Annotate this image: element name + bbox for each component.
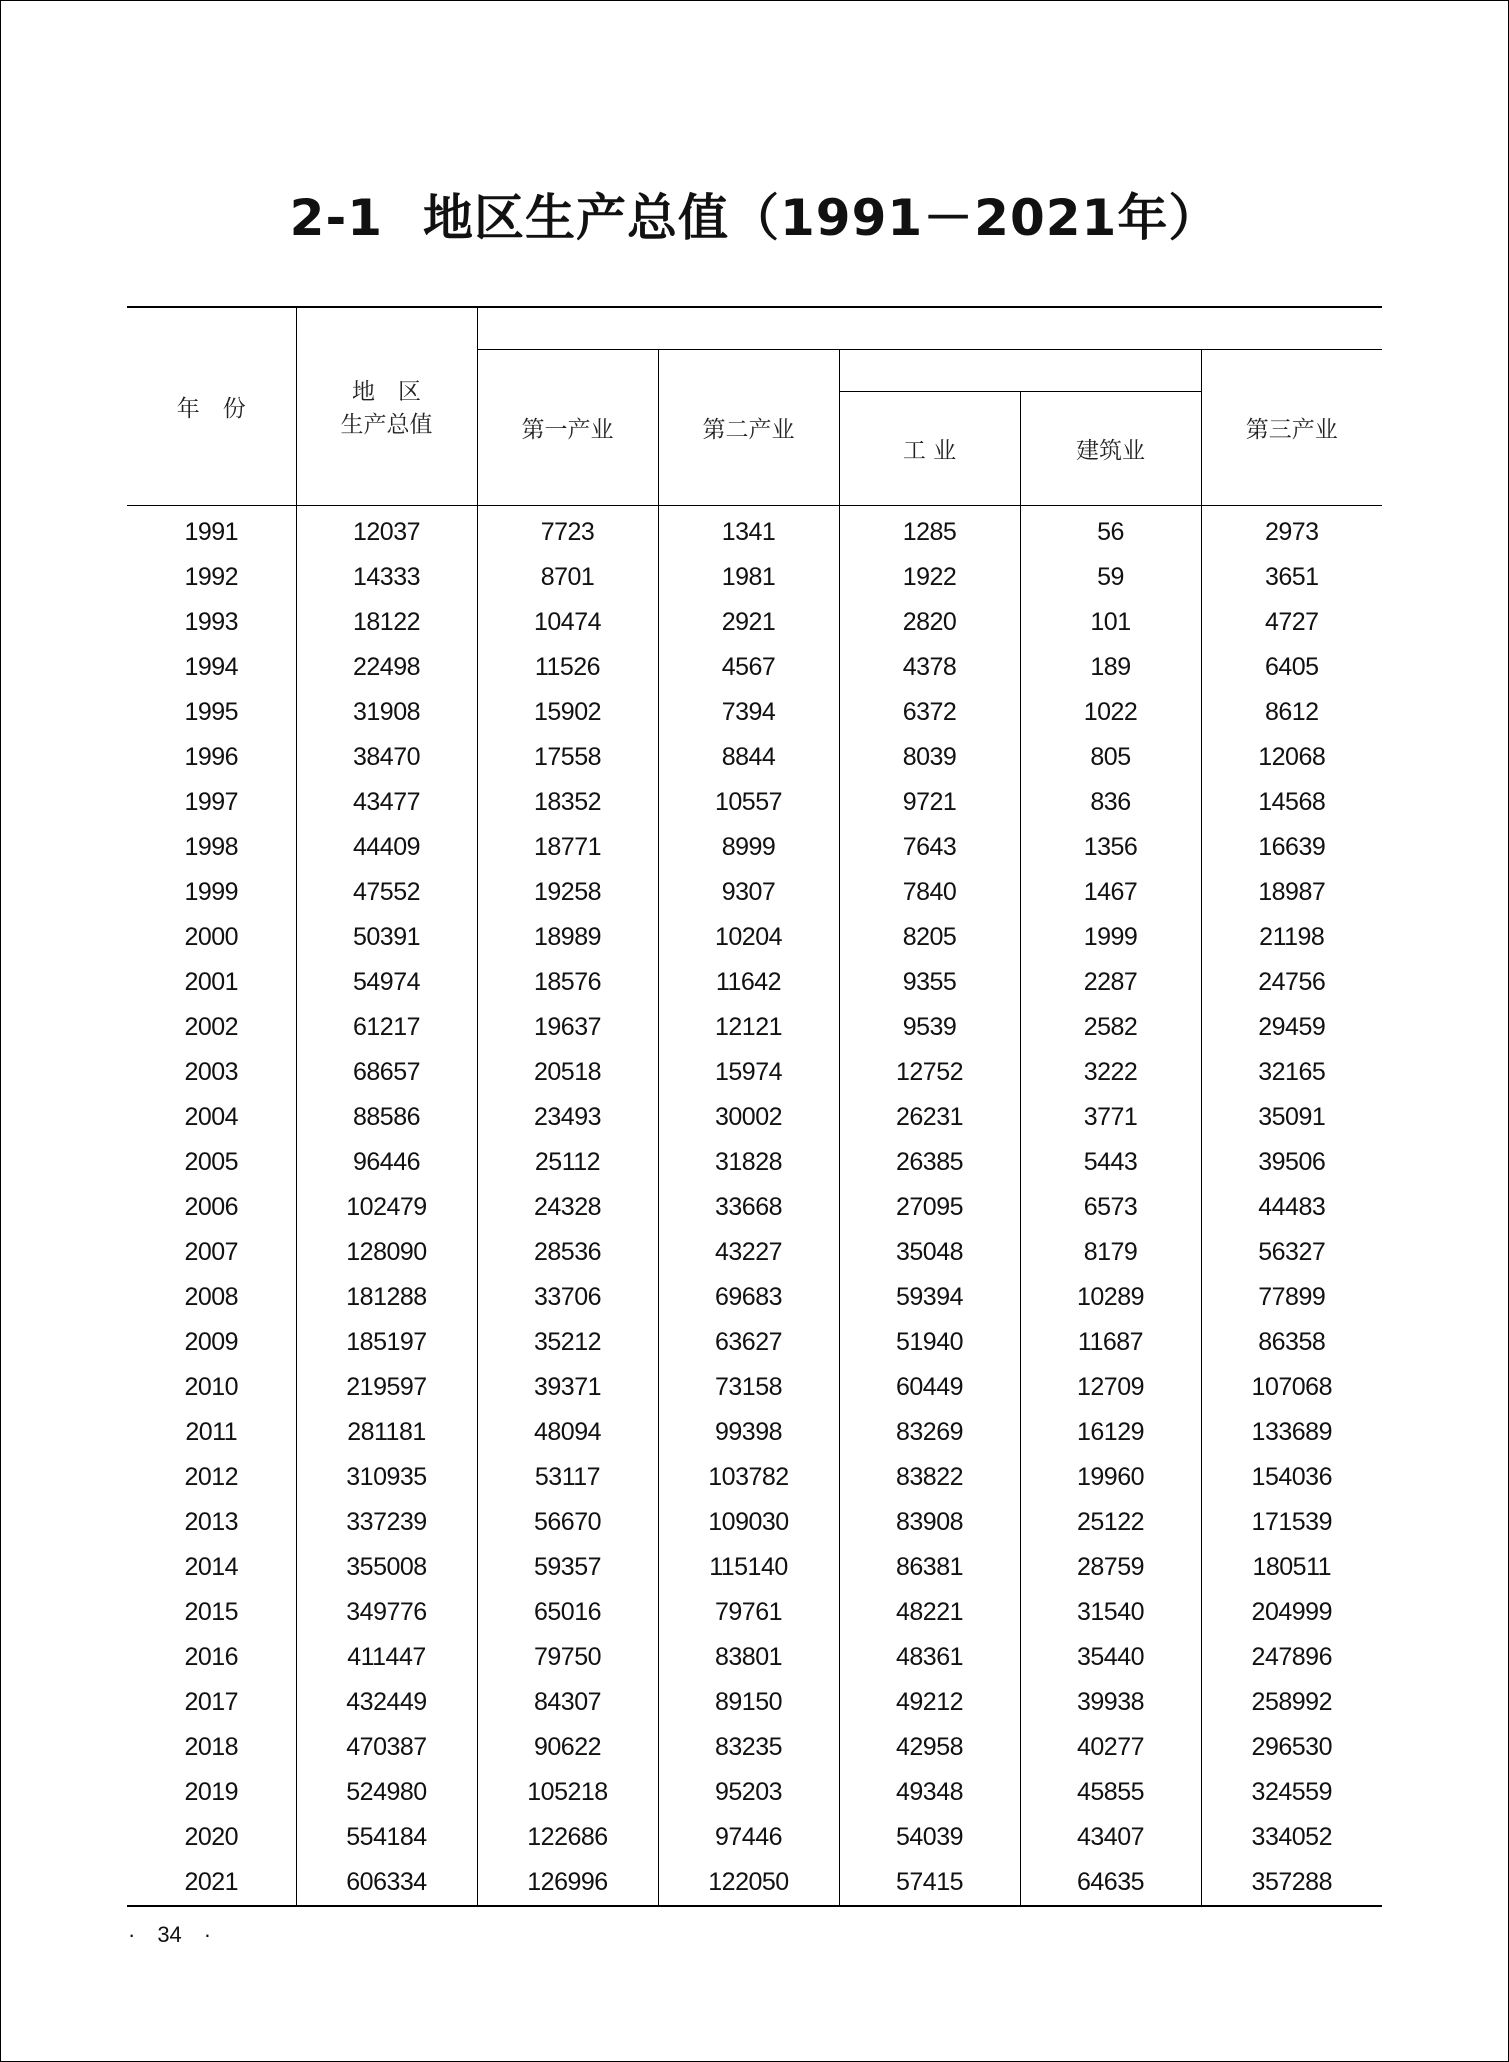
value-cell: 96446 <box>296 1140 477 1185</box>
value-cell: 16639 <box>1201 825 1382 870</box>
value-cell: 28759 <box>1020 1545 1201 1590</box>
table-row <box>127 1185 1382 1230</box>
value-cell: 4727 <box>1201 600 1382 645</box>
header-gdp-line1: 地 区 <box>352 379 421 406</box>
value-cell: 63627 <box>658 1320 839 1365</box>
table-header <box>127 307 1382 505</box>
value-cell: 15902 <box>477 690 658 735</box>
value-cell: 126996 <box>477 1860 658 1906</box>
value-cell: 18989 <box>477 915 658 960</box>
value-cell: 12752 <box>839 1050 1020 1095</box>
year-cell: 1991 <box>184 517 239 546</box>
value-cell: 73158 <box>658 1365 839 1410</box>
value-cell: 12068 <box>1201 735 1382 780</box>
value-cell: 53117 <box>477 1455 658 1500</box>
value-cell: 79761 <box>658 1590 839 1635</box>
table-row <box>127 1275 1382 1320</box>
table-row <box>127 1725 1382 1770</box>
table-row <box>127 555 1382 600</box>
value-cell: 281181 <box>296 1410 477 1455</box>
value-cell: 23493 <box>477 1095 658 1140</box>
value-cell: 49348 <box>839 1770 1020 1815</box>
value-cell: 7643 <box>839 825 1020 870</box>
header-secondary: 第二产业 <box>658 349 839 505</box>
value-cell: 59394 <box>839 1275 1020 1320</box>
value-cell: 27095 <box>839 1185 1020 1230</box>
value-cell: 122686 <box>477 1815 658 1860</box>
year-cell: 1992 <box>184 562 239 591</box>
value-cell: 2582 <box>1020 1005 1201 1050</box>
value-cell: 324559 <box>1201 1770 1382 1815</box>
value-cell: 26231 <box>839 1095 1020 1140</box>
value-cell: 33668 <box>658 1185 839 1230</box>
year-cell: 1994 <box>184 652 239 681</box>
value-cell: 64635 <box>1020 1860 1201 1906</box>
value-cell: 99398 <box>658 1410 839 1455</box>
header-gdp-line2: 生产总值 <box>340 412 433 439</box>
value-cell: 3651 <box>1201 555 1382 600</box>
value-cell: 17558 <box>477 735 658 780</box>
value-cell: 95203 <box>658 1770 839 1815</box>
value-cell: 44483 <box>1201 1185 1382 1230</box>
value-cell: 56670 <box>477 1500 658 1545</box>
value-cell: 42958 <box>839 1725 1020 1770</box>
table-row <box>127 1365 1382 1410</box>
value-cell: 432449 <box>296 1680 477 1725</box>
value-cell: 109030 <box>658 1500 839 1545</box>
year-cell: 1997 <box>184 787 239 816</box>
value-cell: 28536 <box>477 1230 658 1275</box>
value-cell: 10289 <box>1020 1275 1201 1320</box>
value-cell: 31540 <box>1020 1590 1201 1635</box>
value-cell: 8612 <box>1201 690 1382 735</box>
table-row <box>127 1635 1382 1680</box>
value-cell: 107068 <box>1201 1365 1382 1410</box>
value-cell: 171539 <box>1201 1500 1382 1545</box>
value-cell: 18771 <box>477 825 658 870</box>
value-cell: 83269 <box>839 1410 1020 1455</box>
table-row <box>127 735 1382 780</box>
value-cell: 5443 <box>1020 1140 1201 1185</box>
value-cell: 19960 <box>1020 1455 1201 1500</box>
value-cell: 204999 <box>1201 1590 1382 1635</box>
value-cell: 470387 <box>296 1725 477 1770</box>
value-cell: 334052 <box>1201 1815 1382 1860</box>
value-cell: 14568 <box>1201 780 1382 825</box>
value-cell: 181288 <box>296 1275 477 1320</box>
value-cell: 11642 <box>658 960 839 1005</box>
year-cell: 2008 <box>184 1282 239 1311</box>
value-cell: 2287 <box>1020 960 1201 1005</box>
value-cell: 102479 <box>296 1185 477 1230</box>
value-cell: 83822 <box>839 1455 1020 1500</box>
value-cell: 3771 <box>1020 1095 1201 1140</box>
value-cell: 39506 <box>1201 1140 1382 1185</box>
value-cell: 88586 <box>296 1095 477 1140</box>
gdp-table <box>127 306 1382 1907</box>
value-cell: 19637 <box>477 1005 658 1050</box>
value-cell: 128090 <box>296 1230 477 1275</box>
value-cell: 524980 <box>296 1770 477 1815</box>
value-cell: 24756 <box>1201 960 1382 1005</box>
value-cell: 7723 <box>477 505 658 555</box>
year-cell: 2018 <box>184 1732 239 1761</box>
value-cell: 25122 <box>1020 1500 1201 1545</box>
table-row <box>127 1005 1382 1050</box>
value-cell: 1467 <box>1020 870 1201 915</box>
value-cell: 9539 <box>839 1005 1020 1050</box>
table-row <box>127 1455 1382 1500</box>
table-row <box>127 1500 1382 1545</box>
value-cell: 154036 <box>1201 1455 1382 1500</box>
table-row <box>127 645 1382 690</box>
value-cell: 357288 <box>1201 1860 1382 1906</box>
value-cell: 35048 <box>839 1230 1020 1275</box>
value-cell: 103782 <box>658 1455 839 1500</box>
value-cell: 57415 <box>839 1860 1020 1906</box>
value-cell: 30002 <box>658 1095 839 1140</box>
year-cell: 1996 <box>184 742 239 771</box>
year-cell: 2017 <box>184 1687 239 1716</box>
year-cell: 2007 <box>184 1237 239 1266</box>
year-cell: 1993 <box>184 607 239 636</box>
value-cell: 39938 <box>1020 1680 1201 1725</box>
table-title: 地区生产总值（1991－2021年） <box>423 189 1220 247</box>
value-cell: 6372 <box>839 690 1020 735</box>
value-cell: 31828 <box>658 1140 839 1185</box>
value-cell: 12037 <box>296 505 477 555</box>
value-cell: 31908 <box>296 690 477 735</box>
value-cell: 189 <box>1020 645 1201 690</box>
value-cell: 83801 <box>658 1635 839 1680</box>
value-cell: 54974 <box>296 960 477 1005</box>
value-cell: 6573 <box>1020 1185 1201 1230</box>
value-cell: 6405 <box>1201 645 1382 690</box>
year-cell: 2013 <box>184 1507 239 1536</box>
value-cell: 18122 <box>296 600 477 645</box>
value-cell: 133689 <box>1201 1410 1382 1455</box>
value-cell: 35212 <box>477 1320 658 1365</box>
value-cell: 258992 <box>1201 1680 1382 1725</box>
value-cell: 554184 <box>296 1815 477 1860</box>
value-cell: 10557 <box>658 780 839 825</box>
value-cell: 247896 <box>1201 1635 1382 1680</box>
value-cell: 26385 <box>839 1140 1020 1185</box>
year-cell: 2020 <box>184 1822 239 1851</box>
value-cell: 9355 <box>839 960 1020 1005</box>
year-cell: 2015 <box>184 1597 239 1626</box>
value-cell: 8999 <box>658 825 839 870</box>
table-row <box>127 1140 1382 1185</box>
value-cell: 12121 <box>658 1005 839 1050</box>
value-cell: 18352 <box>477 780 658 825</box>
value-cell: 180511 <box>1201 1545 1382 1590</box>
value-cell: 22498 <box>296 645 477 690</box>
value-cell: 1922 <box>839 555 1020 600</box>
header-construction: 建筑业 <box>1020 391 1201 505</box>
value-cell: 32165 <box>1201 1050 1382 1095</box>
value-cell: 12709 <box>1020 1365 1201 1410</box>
value-cell: 43477 <box>296 780 477 825</box>
year-cell: 2012 <box>184 1462 239 1491</box>
value-cell: 337239 <box>296 1500 477 1545</box>
value-cell: 39371 <box>477 1365 658 1410</box>
value-cell: 90622 <box>477 1725 658 1770</box>
value-cell: 48094 <box>477 1410 658 1455</box>
value-cell: 69683 <box>658 1275 839 1320</box>
table-row <box>127 690 1382 735</box>
value-cell: 60449 <box>839 1365 1020 1410</box>
table-row <box>127 600 1382 645</box>
value-cell: 8844 <box>658 735 839 780</box>
value-cell: 185197 <box>296 1320 477 1365</box>
header-primary: 第一产业 <box>477 349 658 505</box>
value-cell: 77899 <box>1201 1275 1382 1320</box>
value-cell: 101 <box>1020 600 1201 645</box>
value-cell: 14333 <box>296 555 477 600</box>
value-cell: 1999 <box>1020 915 1201 960</box>
table-row <box>127 1815 1382 1860</box>
value-cell: 48361 <box>839 1635 1020 1680</box>
value-cell: 310935 <box>296 1455 477 1500</box>
value-cell: 3222 <box>1020 1050 1201 1095</box>
value-cell: 10474 <box>477 600 658 645</box>
table-row <box>127 1680 1382 1725</box>
header-gdp <box>296 307 477 505</box>
value-cell: 4567 <box>658 645 839 690</box>
value-cell: 56327 <box>1201 1230 1382 1275</box>
value-cell: 122050 <box>658 1860 839 1906</box>
value-cell: 349776 <box>296 1590 477 1635</box>
table-row <box>127 1770 1382 1815</box>
header-secondary-sub-spacer <box>839 349 1201 391</box>
year-cell: 1999 <box>184 877 239 906</box>
table-row <box>127 1860 1382 1906</box>
value-cell: 115140 <box>658 1545 839 1590</box>
value-cell: 97446 <box>658 1815 839 1860</box>
year-cell: 1998 <box>184 832 239 861</box>
value-cell: 50391 <box>296 915 477 960</box>
value-cell: 40277 <box>1020 1725 1201 1770</box>
year-cell: 2021 <box>184 1867 239 1896</box>
value-cell: 38470 <box>296 735 477 780</box>
value-cell: 16129 <box>1020 1410 1201 1455</box>
value-cell: 86381 <box>839 1545 1020 1590</box>
table-row <box>127 825 1382 870</box>
value-cell: 7840 <box>839 870 1020 915</box>
value-cell: 20518 <box>477 1050 658 1095</box>
value-cell: 18987 <box>1201 870 1382 915</box>
value-cell: 836 <box>1020 780 1201 825</box>
value-cell: 606334 <box>296 1860 477 1906</box>
value-cell: 83908 <box>839 1500 1020 1545</box>
table-row <box>127 1545 1382 1590</box>
year-cell: 2001 <box>184 967 239 996</box>
value-cell: 35440 <box>1020 1635 1201 1680</box>
year-cell: 2014 <box>184 1552 239 1581</box>
value-cell: 84307 <box>477 1680 658 1725</box>
value-cell: 1341 <box>658 505 839 555</box>
value-cell: 43407 <box>1020 1815 1201 1860</box>
value-cell: 8039 <box>839 735 1020 780</box>
value-cell: 24328 <box>477 1185 658 1230</box>
value-cell: 68657 <box>296 1050 477 1095</box>
table-row <box>127 1590 1382 1635</box>
table-row <box>127 1050 1382 1095</box>
year-cell: 2005 <box>184 1147 239 1176</box>
value-cell: 86358 <box>1201 1320 1382 1365</box>
year-cell: 2011 <box>185 1417 238 1446</box>
value-cell: 89150 <box>658 1680 839 1725</box>
value-cell: 43227 <box>658 1230 839 1275</box>
year-cell: 2009 <box>184 1327 239 1356</box>
value-cell: 65016 <box>477 1590 658 1635</box>
value-cell: 47552 <box>296 870 477 915</box>
table-row <box>127 1230 1382 1275</box>
value-cell: 35091 <box>1201 1095 1382 1140</box>
table-number: 2-1 <box>289 189 383 247</box>
header-industry: 工 业 <box>839 391 1020 505</box>
value-cell: 1022 <box>1020 690 1201 735</box>
value-cell: 411447 <box>296 1635 477 1680</box>
value-cell: 18576 <box>477 960 658 1005</box>
value-cell: 11526 <box>477 645 658 690</box>
table-row <box>127 1095 1382 1140</box>
year-cell: 2006 <box>184 1192 239 1221</box>
value-cell: 1356 <box>1020 825 1201 870</box>
value-cell: 83235 <box>658 1725 839 1770</box>
value-cell: 805 <box>1020 735 1201 780</box>
value-cell: 1285 <box>839 505 1020 555</box>
year-cell: 2016 <box>184 1642 239 1671</box>
value-cell: 2820 <box>839 600 1020 645</box>
header-year: 年 份 <box>127 307 296 505</box>
value-cell: 19258 <box>477 870 658 915</box>
table-row <box>127 960 1382 1005</box>
value-cell: 8701 <box>477 555 658 600</box>
value-cell: 56 <box>1020 505 1201 555</box>
value-cell: 219597 <box>296 1365 477 1410</box>
value-cell: 59357 <box>477 1545 658 1590</box>
table-row <box>127 870 1382 915</box>
value-cell: 1981 <box>658 555 839 600</box>
header-tertiary: 第三产业 <box>1201 349 1382 505</box>
value-cell: 44409 <box>296 825 477 870</box>
value-cell: 9307 <box>658 870 839 915</box>
year-cell: 2000 <box>184 922 239 951</box>
value-cell: 10204 <box>658 915 839 960</box>
value-cell: 25112 <box>477 1140 658 1185</box>
value-cell: 15974 <box>658 1050 839 1095</box>
value-cell: 4378 <box>839 645 1020 690</box>
value-cell: 355008 <box>296 1545 477 1590</box>
value-cell: 51940 <box>839 1320 1020 1365</box>
value-cell: 11687 <box>1020 1320 1201 1365</box>
value-cell: 296530 <box>1201 1725 1382 1770</box>
table-row <box>127 915 1382 960</box>
year-cell: 2002 <box>184 1012 239 1041</box>
value-cell: 49212 <box>839 1680 1020 1725</box>
value-cell: 9721 <box>839 780 1020 825</box>
value-cell: 79750 <box>477 1635 658 1680</box>
value-cell: 8179 <box>1020 1230 1201 1275</box>
value-cell: 61217 <box>296 1005 477 1050</box>
table-body <box>127 505 1382 1906</box>
year-cell: 2019 <box>184 1777 239 1806</box>
value-cell: 7394 <box>658 690 839 735</box>
value-cell: 2973 <box>1201 505 1382 555</box>
value-cell: 105218 <box>477 1770 658 1815</box>
table-row <box>127 1410 1382 1455</box>
value-cell: 54039 <box>839 1815 1020 1860</box>
value-cell: 21198 <box>1201 915 1382 960</box>
year-cell: 2004 <box>184 1102 239 1131</box>
value-cell: 59 <box>1020 555 1201 600</box>
table-row <box>127 505 1382 555</box>
table-row <box>127 1320 1382 1365</box>
value-cell: 29459 <box>1201 1005 1382 1050</box>
year-cell: 1995 <box>184 697 239 726</box>
page-title <box>0 178 1509 248</box>
header-spacer <box>477 307 1382 349</box>
year-cell: 2010 <box>184 1372 239 1401</box>
table-row <box>127 780 1382 825</box>
value-cell: 2921 <box>658 600 839 645</box>
value-cell: 45855 <box>1020 1770 1201 1815</box>
page-number: · 34 · <box>128 1922 212 1947</box>
value-cell: 33706 <box>477 1275 658 1320</box>
value-cell: 48221 <box>839 1590 1020 1635</box>
value-cell: 8205 <box>839 915 1020 960</box>
year-cell: 2003 <box>184 1057 239 1086</box>
